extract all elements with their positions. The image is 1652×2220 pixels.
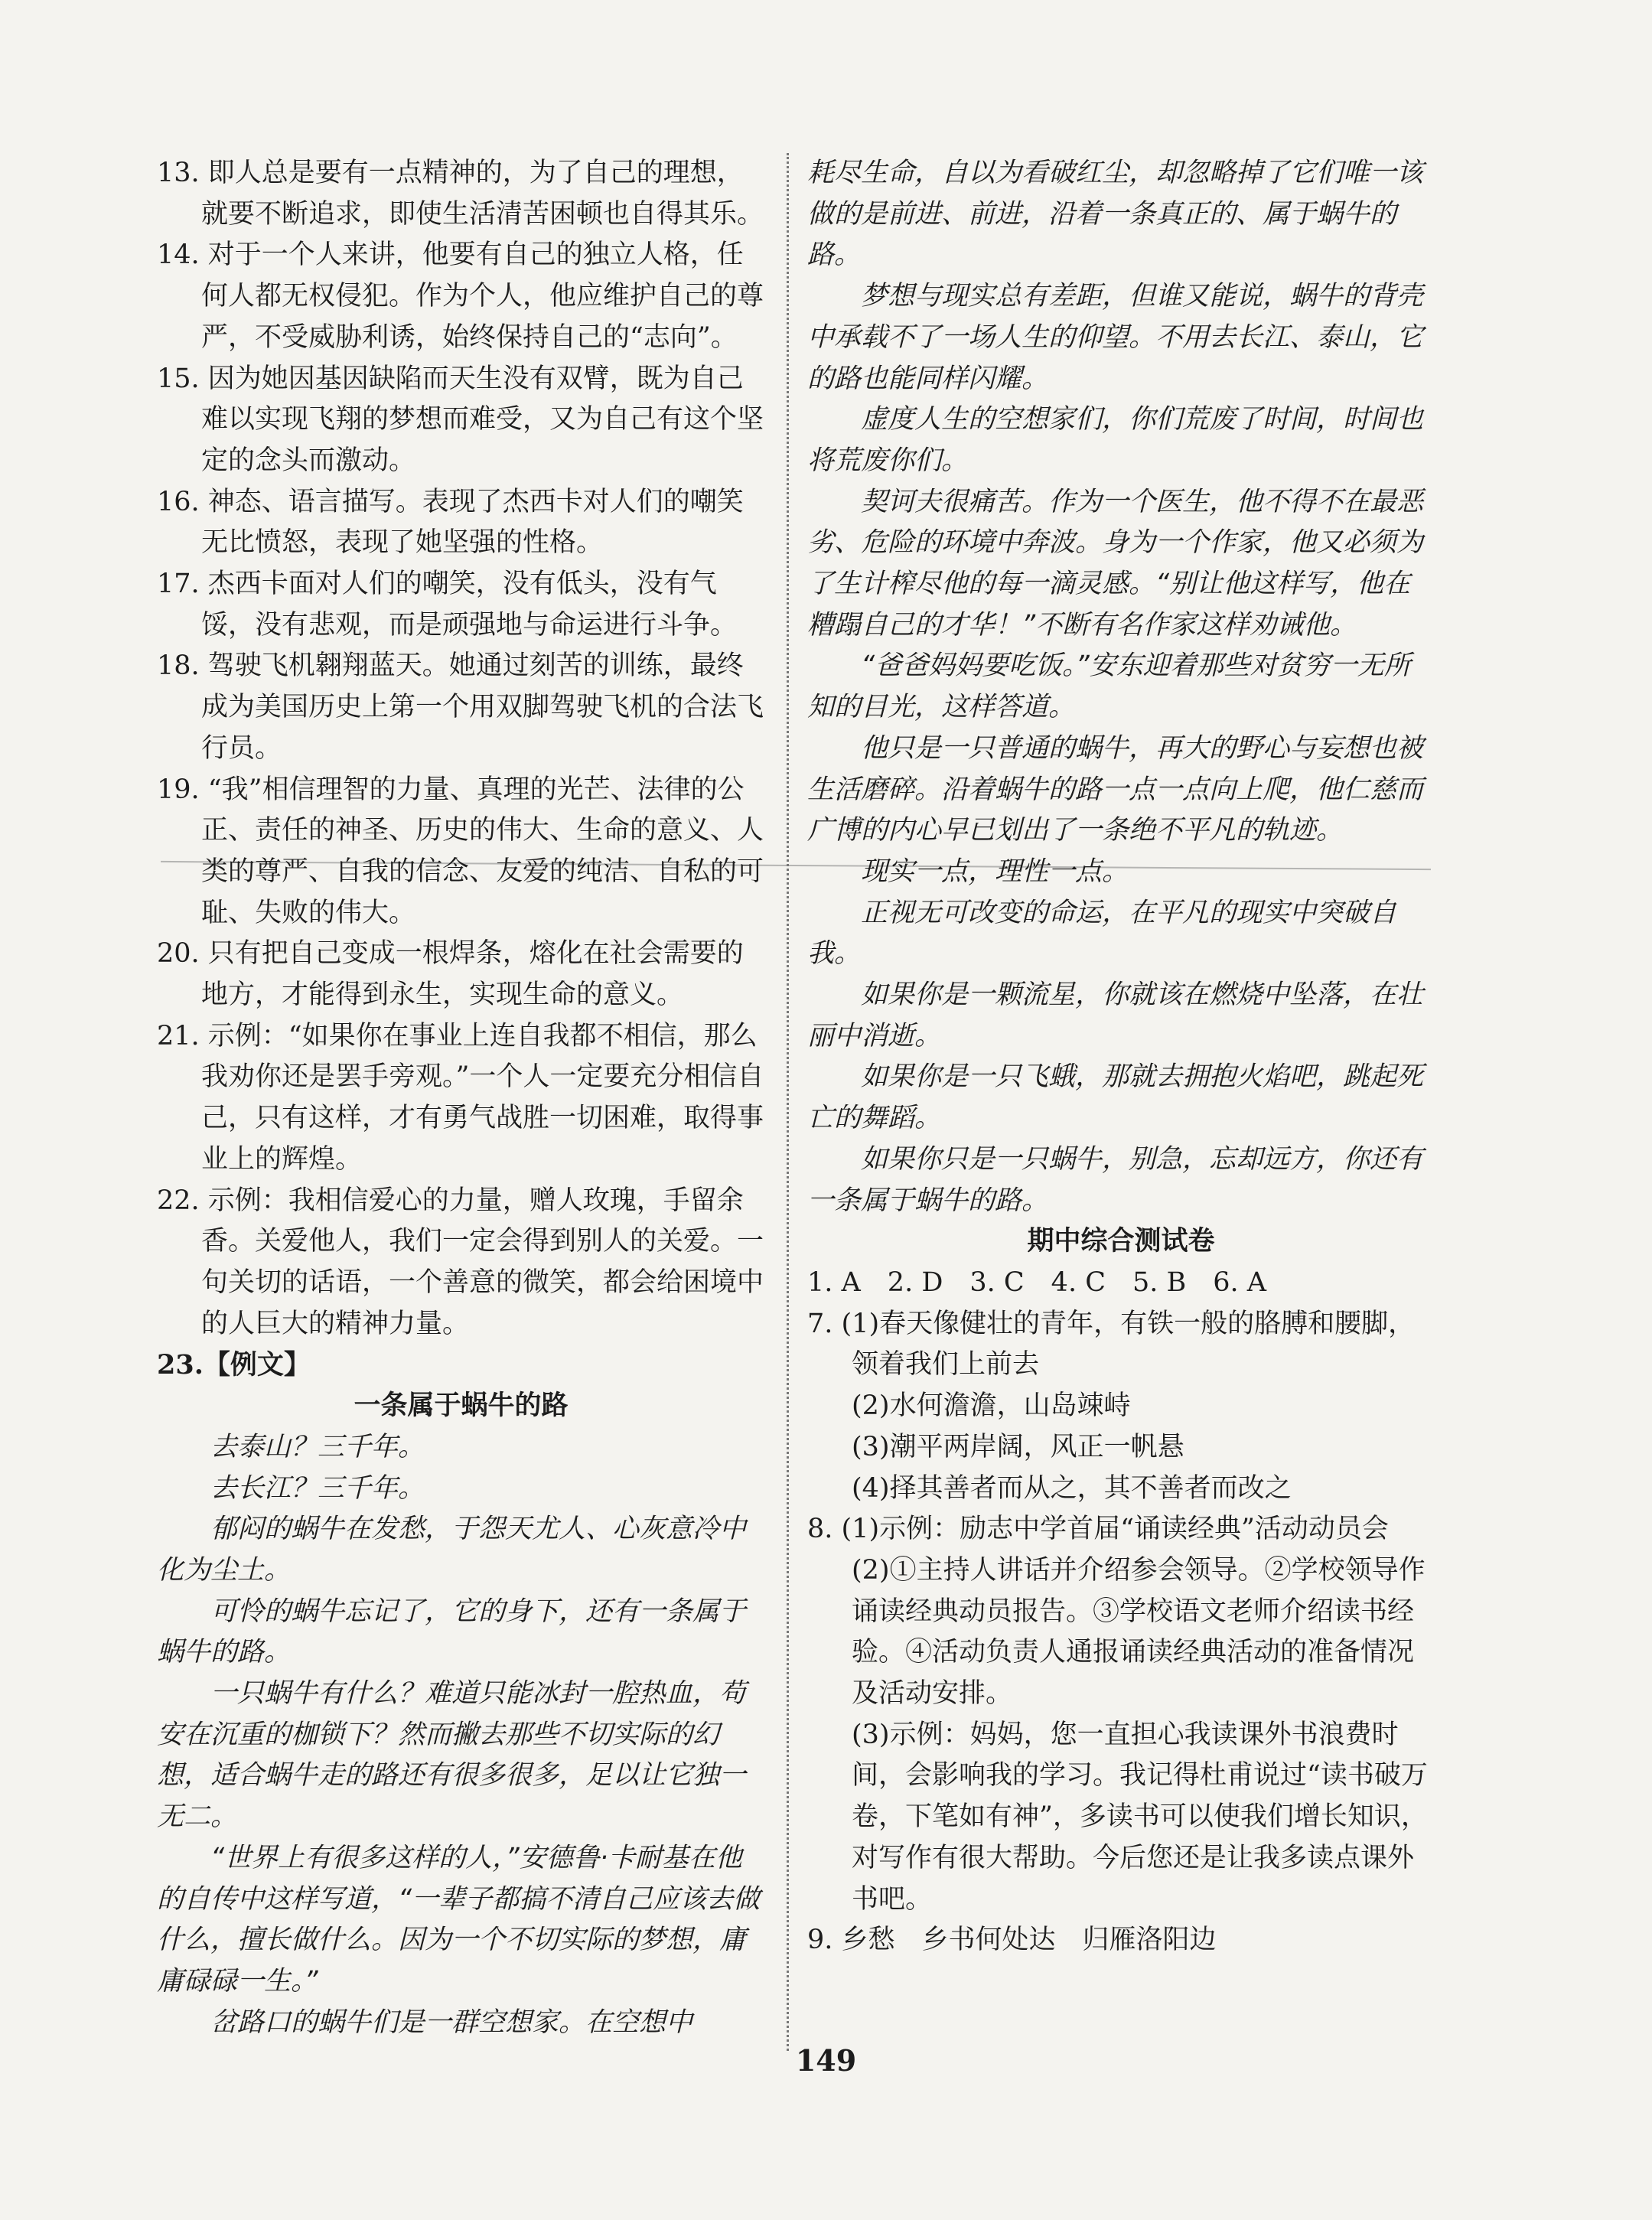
answer-item: 18. 驾驶飞机翱翔蓝天。她通过刻苦的训练，最终成为美国历史上第一个用双脚驾驶飞机的合法飞行员。 xyxy=(157,650,764,764)
left-column xyxy=(157,153,765,2043)
answer-subitem: (3)潮平两岸阔，风正一帆悬 xyxy=(852,1431,1184,1462)
answer-item: 20. 只有把自己变成一根焊条，熔化在社会需要的地方，才能得到永生，实现生命的意义。 xyxy=(157,938,744,1011)
answer-subitem: (2)①主持人讲话并介绍参会领导。②学校领导作诵读经典动员报告。③学校语文老师介绍读书经验。④活动负责人通报诵读经典活动的准备情况及活动安排。 xyxy=(852,1554,1426,1710)
example-essay-label: 23.【例文】 xyxy=(157,1349,311,1381)
essay-paragraph: 去长江？三千年。 xyxy=(210,1472,425,1504)
choice-answers: 1. A 2. D 3. C 4. C 5. B 6. A xyxy=(807,1266,1267,1298)
answer-subitem: (2)水何澹澹，山岛竦峙 xyxy=(852,1390,1131,1422)
essay-paragraph: “世界上有很多这样的人，”安德鲁·卡耐基在他的自传中这样写道，“一辈子都搞不清自己应该去做什么，擅长做什么。因为一个不切实际的梦想，庸庸碌碌一生。” xyxy=(157,1842,761,1997)
answer-item: 17. 杰西卡面对人们的嘲笑，没有低头，没有气馁，没有悲观，而是顽强地与命运进行斗争。 xyxy=(157,569,738,641)
essay-paragraph: 岔路口的蜗牛们是一群空想家。在空想中 xyxy=(210,2006,693,2038)
page-number: 149 xyxy=(795,2043,857,2078)
essay-paragraph: 正视无可改变的命运，在平凡的现实中突破自我。 xyxy=(807,897,1397,970)
essay-paragraph: 耗尽生命，自以为看破红尘，却忽略掉了它们唯一该做的是前进、前进，沿着一条真正的、属于蜗牛的路。 xyxy=(807,158,1424,271)
answer-item: 21. 示例：“如果你在事业上连自我都不相信，那么我劝你还是罢手旁观。”一个人一定要充分相信自己，只有这样，才有勇气战胜一切困难，取得事业上的辉煌。 xyxy=(157,1020,764,1175)
answer-item: 16. 神态、语言描写。表现了杰西卡对人们的嘲笑无比愤怒，表现了她坚强的性格。 xyxy=(157,486,744,559)
essay-paragraph: 如果你是一颗流星，你就该在燃烧中坠落，在壮丽中消逝。 xyxy=(807,980,1424,1051)
answer-item: 22. 示例：我相信爱心的力量，赠人玫瑰，手留余香。关爱他人，我们一定会得到别人的关爱。一句关切的话语，一个善意的微笑，都会给困境中的人巨大的精神力量。 xyxy=(157,1185,764,1339)
essay-paragraph: “爸爸妈妈要吃饭。”安东迎着那些对贫穷一无所知的目光，这样答道。 xyxy=(807,650,1411,723)
essay-paragraph: 去泰山？三千年。 xyxy=(210,1431,425,1462)
answer-item: 9. 乡愁 乡书何处达 归雁洛阳边 xyxy=(807,1925,1217,1956)
right-column xyxy=(807,153,1435,1961)
essay-paragraph: 一只蜗牛有什么？难道只能冰封一腔热血，苟安在沉重的枷锁下？然而撇去那些不切实际的幻想，适合蜗牛走的路还有很多很多，足以让它独一无二。 xyxy=(157,1678,747,1833)
essay-paragraph: 如果你是一只飞蛾，那就去拥抱火焰吧，跳起死亡的舞蹈。 xyxy=(807,1061,1424,1134)
essay-paragraph: 郁闷的蜗牛在发愁，于怨天尤人、心灰意冷中化为尘土。 xyxy=(157,1514,747,1586)
section-heading: 一条属于蜗牛的路 xyxy=(354,1390,569,1422)
answer-subitem: (3)示例：妈妈，您一直担心我读课外书浪费时间，会影响我的学习。我记得杜甫说过“读书破万卷，下笔如有神”，多读书可以使我们增长知识，对写作有很大帮助。今后您还是让我多读点课外书吧。 xyxy=(852,1719,1428,1915)
essay-paragraph: 如果你只是一只蜗牛，别急，忘却远方，你还有一条属于蜗牛的路。 xyxy=(807,1143,1424,1216)
column-divider xyxy=(787,153,789,2051)
answer-subitem: (4)择其善者而从之，其不善者而改之 xyxy=(852,1472,1292,1504)
answer-item: 7. (1)春天像健壮的青年，有铁一般的胳膊和腰脚，领着我们上前去 xyxy=(807,1308,1416,1381)
essay-paragraph: 可怜的蜗牛忘记了，它的身下，还有一条属于蜗牛的路。 xyxy=(157,1596,747,1668)
answer-item: 13. 即人总是要有一点精神的，为了自己的理想，就要不断追求，即使生活清苦困顿也自得其乐。 xyxy=(157,158,764,230)
essay-paragraph: 他只是一只普通的蜗牛，再大的野心与妄想也被生活磨碎。沿着蜗牛的路一点一点向上爬，他仁慈而广博的内心早已划出了一条绝不平凡的轨迹。 xyxy=(807,732,1424,846)
essay-paragraph: 虚度人生的空想家们，你们荒废了时间，时间也将荒废你们。 xyxy=(807,404,1424,476)
answer-item: 15. 因为她因基因缺陷而天生没有双臂，既为自己难以实现飞翔的梦想而难受，又为自己有这个坚定的念头而激动。 xyxy=(157,363,764,476)
essay-paragraph: 契诃夫很痛苦。作为一个医生，他不得不在最恶劣、危险的环境中奔波。身为一个作家，他又必须为了生计榨尽他的每一滴灵感。“别让他这样写，他在糟蹋自己的才华！”不断有名作家这样劝诫他。 xyxy=(807,486,1424,641)
section-heading: 期中综合测试卷 xyxy=(1027,1226,1215,1257)
answer-item: 19. “我”相信理智的力量、真理的光芒、法律的公正、责任的神圣、历史的伟大、生命的意义、人类的尊严、自我的信念、友爱的纯洁、自私的可耻、失败的伟大。 xyxy=(157,774,764,928)
essay-paragraph: 现实一点，理性一点。 xyxy=(861,856,1129,887)
answer-item: 8. (1)示例：励志中学首届“诵读经典”活动动员会 xyxy=(807,1514,1389,1545)
answer-item: 14. 对于一个人来讲，他要有自己的独立人格，任何人都无权侵犯。作为个人，他应维护自己的尊严，不受威胁利诱，始终保持自己的“志向”。 xyxy=(157,240,764,353)
essay-paragraph: 梦想与现实总有差距，但谁又能说，蜗牛的背壳中承载不了一场人生的仰望。不用去长江、泰山，它的路也能同样闪耀。 xyxy=(807,281,1424,394)
